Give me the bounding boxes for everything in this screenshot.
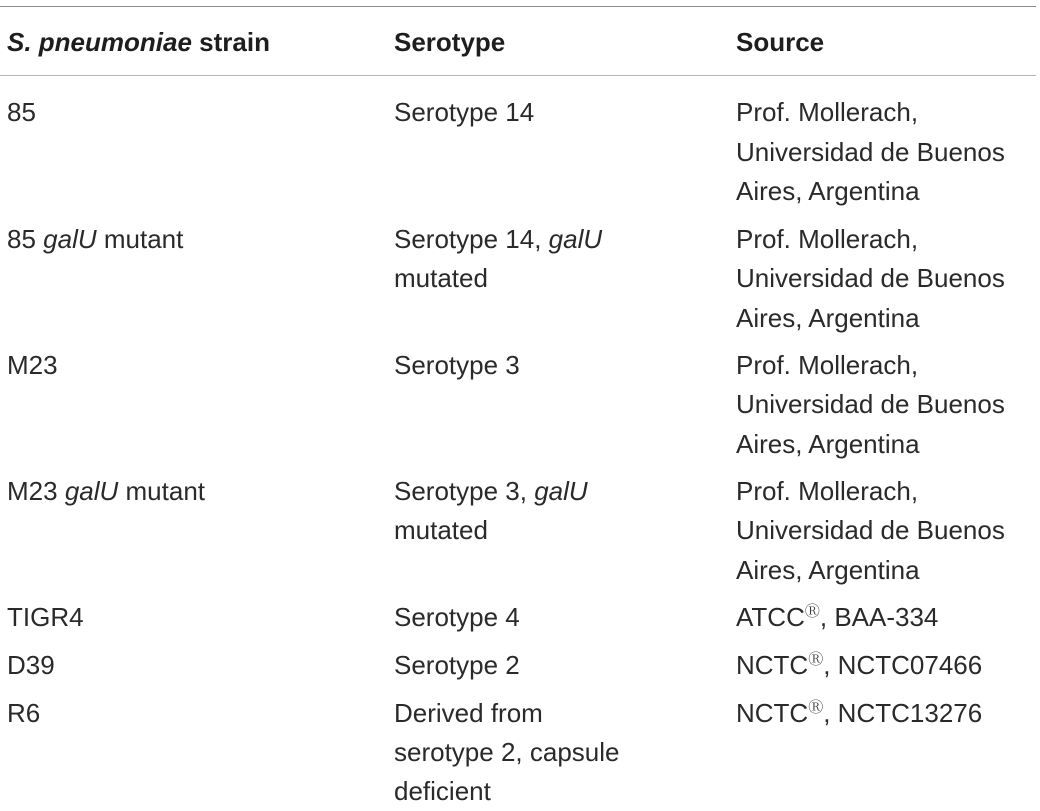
row1-source-line1: Prof. Mollerach, [736, 97, 919, 127]
row6-source-rest: , NCTC07466 [823, 650, 983, 680]
row7-strain: R6 [7, 698, 41, 728]
row7-source-name: NCTC [736, 698, 809, 728]
header-strain-rest: strain [191, 27, 270, 57]
row5-serotype: Serotype 4 [394, 602, 520, 632]
row4-strain-prefix: M23 [7, 476, 65, 506]
row7-serotype-line3: deficient [394, 776, 491, 806]
row5-source-rest: , BAA-334 [819, 602, 939, 632]
row2-strain [7, 219, 183, 259]
header-strain-italic: S. pneumoniae [7, 27, 192, 57]
row5-source [736, 597, 938, 637]
row2-source-line3: Aires, Argentina [736, 303, 920, 333]
row4-strain-suffix: mutant [118, 476, 206, 506]
row4-strain-gene: galU [64, 476, 119, 506]
row6-source [736, 645, 982, 685]
row4-source-line1: Prof. Mollerach, [736, 476, 919, 506]
row5-strain: TIGR4 [7, 602, 84, 632]
row2-strain-suffix: mutant [96, 224, 184, 254]
registered-mark: Ⓡ [808, 699, 824, 716]
row7-serotype-line1: Derived from [394, 698, 543, 728]
row1-source-line3: Aires, Argentina [736, 176, 920, 206]
row4-strain [7, 471, 205, 511]
row2-serotype-line1 [394, 219, 602, 259]
row4-source-line3: Aires, Argentina [736, 555, 920, 585]
row2-source-line2: Universidad de Buenos [736, 263, 1005, 293]
row1-serotype: Serotype 14 [394, 97, 535, 127]
registered-mark: Ⓡ [804, 603, 820, 620]
registered-mark: Ⓡ [808, 651, 824, 668]
row4-serotype-prefix: Serotype 3, [394, 476, 535, 506]
row3-serotype: Serotype 3 [394, 350, 520, 380]
row2-strain-gene: galU [43, 224, 97, 254]
header-strain [7, 22, 270, 62]
table-top-rule [0, 6, 1036, 7]
row1-strain: 85 [7, 97, 36, 127]
row5-source-name: ATCC [736, 602, 805, 632]
row7-serotype-line2: serotype 2, capsule [394, 737, 620, 767]
row6-serotype: Serotype 2 [394, 650, 520, 680]
row1-source-line2: Universidad de Buenos [736, 137, 1005, 167]
row2-source-line1: Prof. Mollerach, [736, 224, 919, 254]
row3-source-line1: Prof. Mollerach, [736, 350, 919, 380]
row2-strain-prefix: 85 [7, 224, 44, 254]
header-source: Source [736, 27, 825, 57]
row6-strain: D39 [7, 650, 55, 680]
row4-serotype-gene: galU [534, 476, 588, 506]
row2-serotype-line2: mutated [394, 263, 488, 293]
row4-serotype-line2: mutated [394, 515, 488, 545]
header-serotype: Serotype [394, 27, 506, 57]
row2-serotype-gene: galU [548, 224, 603, 254]
row4-source-line2: Universidad de Buenos [736, 515, 1005, 545]
table-header-rule [0, 75, 1036, 76]
row7-source [736, 693, 982, 733]
row3-source-line3: Aires, Argentina [736, 429, 920, 459]
row3-strain: M23 [7, 350, 58, 380]
row3-source-line2: Universidad de Buenos [736, 389, 1005, 419]
row2-serotype-prefix: Serotype 14, [394, 224, 549, 254]
row7-source-rest: , NCTC13276 [823, 698, 983, 728]
row6-source-name: NCTC [736, 650, 809, 680]
row4-serotype-line1 [394, 471, 588, 511]
